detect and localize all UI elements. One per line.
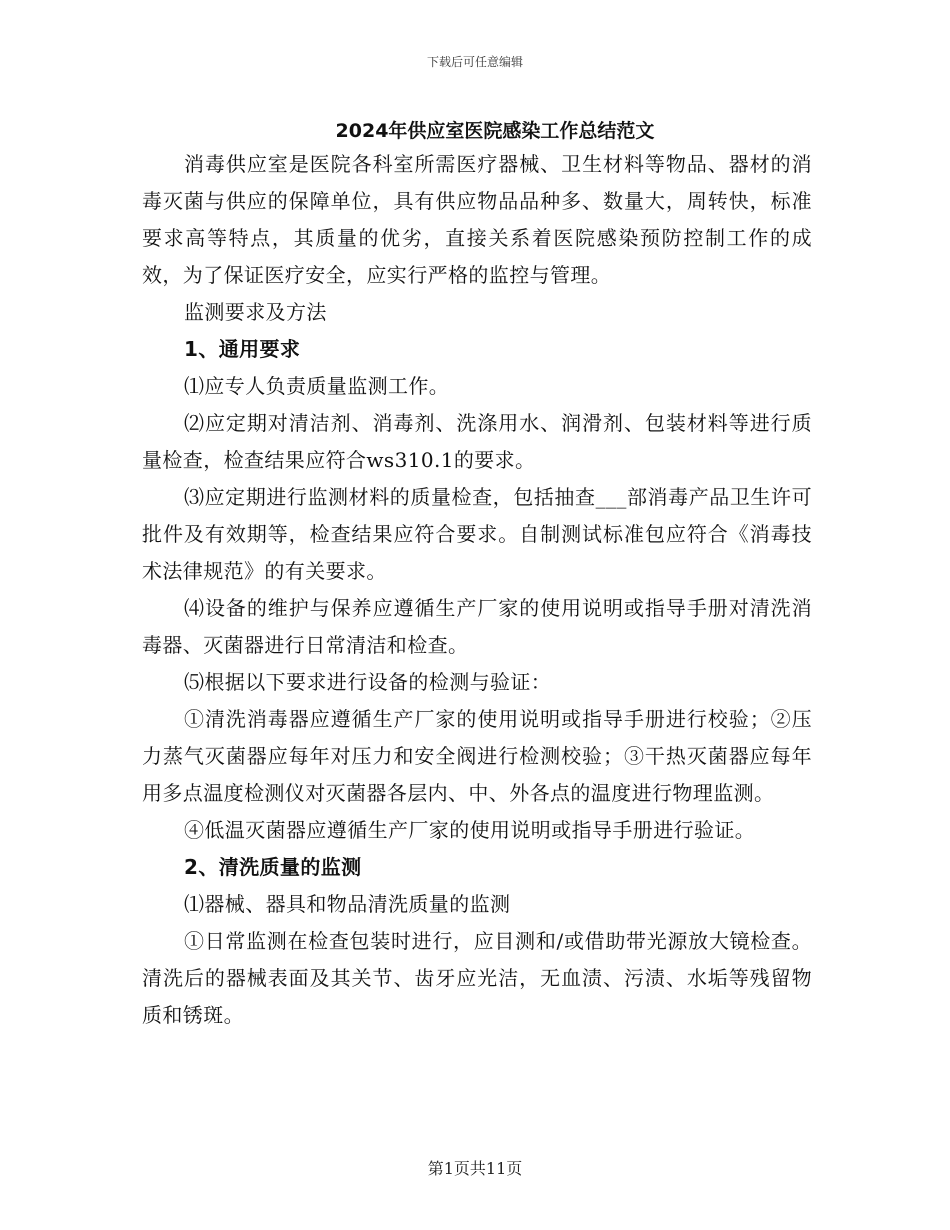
heading-cleaning-quality: 2、清洗质量的监测	[184, 855, 362, 879]
page-header: 下载后可任意编辑	[426, 55, 523, 69]
paragraph-item-2: ⑵应定期对清洁剂、消毒剂、洗涤用水、润滑剂、包装材料等进行质量检查，检查结果应符合ws310.1的要求。	[142, 411, 812, 472]
paragraph-daily-monitoring: ①日常监测在检查包装时进行，应目测和/或借助带光源放大镜检查。清洗后的器械表面及其关节、齿牙应光洁，无血渍、污渍、水垢等残留物质和锈斑。	[142, 929, 812, 1027]
document-body	[142, 146, 812, 1034]
paragraph-item-1: ⑴应专人负责质量监测工作。	[184, 374, 450, 398]
paragraph-subitems-1-3: ①清洗消毒器应遵循生产厂家的使用说明或指导手册进行校验；②压力蒸气灭菌器应每年对压力和安全阀进行检测校验；③干热灭菌器应每年用多点温度检测仪对灭菌器各层内、中、外各点的温度进行物理监测。	[142, 707, 812, 805]
paragraph-intro: 消毒供应室是医院各科室所需医疗器械、卫生材料等物品、器材的消毒灭菌与供应的保障单位，具有供应物品品种多、数量大，周转快，标准要求高等特点，其质量的优劣，直接关系着医院感染预防控制工作的成效，为了保证医疗安全，应实行严格的监控与管理。	[142, 152, 812, 287]
paragraph-item-5: ⑸根据以下要求进行设备的检测与验证：	[184, 670, 552, 694]
paragraph-item-4: ⑷设备的维护与保养应遵循生产厂家的使用说明或指导手册对清洗消毒器、灭菌器进行日常清洁和检查。	[142, 596, 812, 657]
heading-general-requirements: 1、通用要求	[184, 337, 301, 361]
paragraph-section-title: 监测要求及方法	[184, 300, 327, 324]
paragraph-cleaning-item-1: ⑴器械、器具和物品清洗质量的监测	[184, 892, 511, 916]
page-footer: 第1页共11页	[427, 1159, 523, 1178]
paragraph-item-3: ⑶应定期进行监测材料的质量检查，包括抽查___部消毒产品卫生许可批件及有效期等，检查结果应符合要求。自制测试标准包应符合《消毒技术法律规范》的有关要求。	[142, 485, 812, 583]
paragraph-subitem-4: ④低温灭菌器应遵循生产厂家的使用说明或指导手册进行验证。	[184, 818, 756, 842]
document-title: 2024年供应室医院感染工作总结范文	[335, 120, 655, 142]
